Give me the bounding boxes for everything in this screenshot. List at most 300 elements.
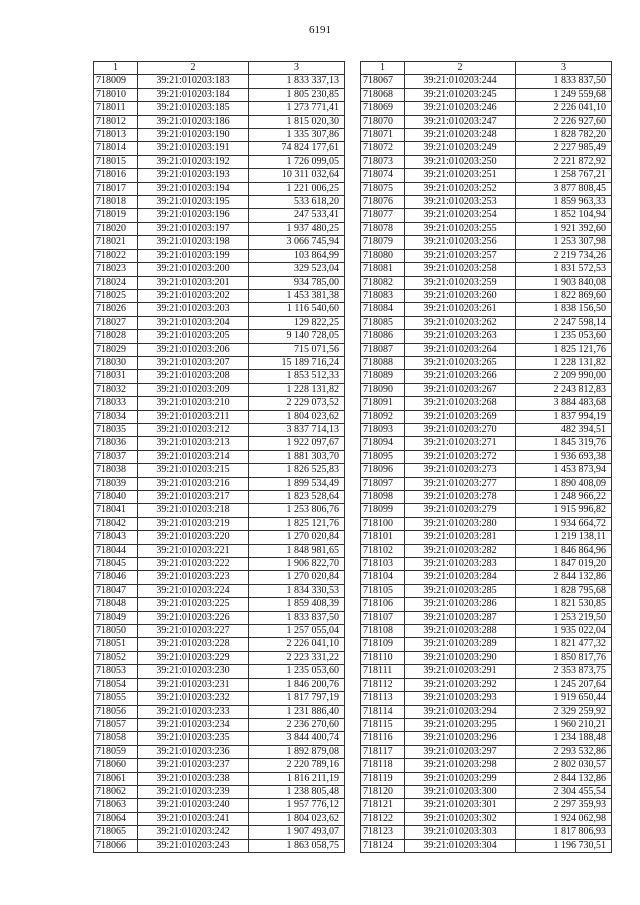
value-cell: 2 844 132,86: [516, 571, 612, 584]
cadastral-number-cell: 39:21:010203:237: [138, 759, 249, 772]
table-row: [94, 745, 345, 758]
cadastral-number-cell: 39:21:010203:200: [138, 263, 249, 276]
cadastral-number-cell: 39:21:010203:249: [405, 142, 516, 155]
header-cell-1: 1: [94, 62, 138, 75]
value-cell: 1 235 053,60: [516, 330, 612, 343]
table-row: [94, 182, 345, 195]
cadastral-number-cell: 39:21:010203:290: [405, 651, 516, 664]
table-row: [361, 759, 612, 772]
value-cell: 1 245 207,64: [516, 678, 612, 691]
cadastral-number-cell: 39:21:010203:234: [138, 718, 249, 731]
cadastral-number-cell: 39:21:010203:186: [138, 115, 249, 128]
cadastral-number-cell: 39:21:010203:298: [405, 759, 516, 772]
table-row: [94, 799, 345, 812]
row-number-cell: 718095: [361, 450, 405, 463]
table-row: [94, 839, 345, 852]
cadastral-number-cell: 39:21:010203:296: [405, 732, 516, 745]
cadastral-number-cell: 39:21:010203:183: [138, 75, 249, 88]
cadastral-number-cell: 39:21:010203:281: [405, 531, 516, 544]
cadastral-number-cell: 39:21:010203:293: [405, 692, 516, 705]
table-row: [94, 102, 345, 115]
header-cell-2: 2: [405, 62, 516, 75]
table-row: [361, 705, 612, 718]
row-number-cell: 718118: [361, 759, 405, 772]
table-row: [94, 705, 345, 718]
cadastral-number-cell: 39:21:010203:218: [138, 504, 249, 517]
table-row: [94, 356, 345, 369]
cadastral-number-cell: 39:21:010203:261: [405, 303, 516, 316]
row-number-cell: 718120: [361, 785, 405, 798]
table-row: [361, 598, 612, 611]
row-number-cell: 718035: [94, 423, 138, 436]
row-number-cell: 718087: [361, 343, 405, 356]
value-cell: 1 821 477,32: [516, 638, 612, 651]
table-row: [361, 625, 612, 638]
cadastral-number-cell: 39:21:010203:303: [405, 826, 516, 839]
table-row: [94, 826, 345, 839]
value-cell: 1 845 319,76: [516, 437, 612, 450]
cadastral-number-cell: 39:21:010203:232: [138, 692, 249, 705]
value-cell: 2 219 734,26: [516, 249, 612, 262]
value-cell: 2 223 331,22: [249, 651, 345, 664]
cadastral-number-cell: 39:21:010203:254: [405, 209, 516, 222]
cadastral-number-cell: 39:21:010203:263: [405, 330, 516, 343]
row-number-cell: 718059: [94, 745, 138, 758]
row-number-cell: 718049: [94, 611, 138, 624]
table-row: [361, 410, 612, 423]
row-number-cell: 718093: [361, 423, 405, 436]
table-row: [361, 450, 612, 463]
cadastral-number-cell: 39:21:010203:282: [405, 544, 516, 557]
cadastral-number-cell: 39:21:010203:202: [138, 289, 249, 302]
table-row: [94, 812, 345, 825]
value-cell: 1 335 307,86: [249, 129, 345, 142]
value-cell: 1 881 303,70: [249, 450, 345, 463]
value-cell: 1 816 211,19: [249, 772, 345, 785]
left-table-body: [94, 75, 345, 853]
value-cell: 3 844 400,74: [249, 732, 345, 745]
cadastral-number-cell: 39:21:010203:227: [138, 625, 249, 638]
table-row: [94, 75, 345, 88]
cadastral-number-cell: 39:21:010203:217: [138, 491, 249, 504]
value-cell: 1 859 963,33: [516, 196, 612, 209]
value-cell: 2 226 927,60: [516, 115, 612, 128]
value-cell: 1 863 058,75: [249, 839, 345, 852]
table-row: [94, 625, 345, 638]
row-number-cell: 718119: [361, 772, 405, 785]
value-cell: 1 231 886,40: [249, 705, 345, 718]
value-cell: 1 804 023,62: [249, 410, 345, 423]
table-row: [94, 222, 345, 235]
value-cell: 2 243 812,83: [516, 383, 612, 396]
row-number-cell: 718052: [94, 651, 138, 664]
table-row: [361, 289, 612, 302]
row-number-cell: 718056: [94, 705, 138, 718]
row-number-cell: 718109: [361, 638, 405, 651]
value-cell: 2 229 073,52: [249, 397, 345, 410]
row-number-cell: 718088: [361, 356, 405, 369]
table-row: [94, 88, 345, 101]
row-number-cell: 718108: [361, 625, 405, 638]
row-number-cell: 718077: [361, 209, 405, 222]
cadastral-number-cell: 39:21:010203:243: [138, 839, 249, 852]
table-row: [361, 558, 612, 571]
table-row: [361, 464, 612, 477]
table-row: [94, 437, 345, 450]
row-number-cell: 718080: [361, 249, 405, 262]
row-number-cell: 718099: [361, 504, 405, 517]
row-number-cell: 718018: [94, 196, 138, 209]
table-row: [361, 236, 612, 249]
table-row: [361, 169, 612, 182]
row-number-cell: 718081: [361, 263, 405, 276]
value-cell: 1 219 138,11: [516, 531, 612, 544]
row-number-cell: 718045: [94, 558, 138, 571]
cadastral-number-cell: 39:21:010203:248: [405, 129, 516, 142]
value-cell: 1 270 020,84: [249, 571, 345, 584]
table-row: [361, 732, 612, 745]
table-row: [94, 423, 345, 436]
row-number-cell: 718019: [94, 209, 138, 222]
cadastral-number-cell: 39:21:010203:220: [138, 531, 249, 544]
value-cell: 1 833 337,13: [249, 75, 345, 88]
value-cell: 2 247 598,14: [516, 316, 612, 329]
table-row: [361, 826, 612, 839]
row-number-cell: 718061: [94, 772, 138, 785]
row-number-cell: 718040: [94, 491, 138, 504]
cadastral-number-cell: 39:21:010203:297: [405, 745, 516, 758]
table-row: [361, 263, 612, 276]
value-cell: 1 848 981,65: [249, 544, 345, 557]
value-cell: 715 071,56: [249, 343, 345, 356]
row-number-cell: 718038: [94, 464, 138, 477]
table-row: [94, 517, 345, 530]
row-number-cell: 718067: [361, 75, 405, 88]
row-number-cell: 718039: [94, 477, 138, 490]
table-row: [361, 491, 612, 504]
cadastral-number-cell: 39:21:010203:223: [138, 571, 249, 584]
cadastral-number-cell: 39:21:010203:302: [405, 812, 516, 825]
cadastral-number-cell: 39:21:010203:272: [405, 450, 516, 463]
row-number-cell: 718055: [94, 692, 138, 705]
cadastral-number-cell: 39:21:010203:288: [405, 625, 516, 638]
value-cell: 2 227 985,49: [516, 142, 612, 155]
cadastral-number-cell: 39:21:010203:231: [138, 678, 249, 691]
cadastral-number-cell: 39:21:010203:271: [405, 437, 516, 450]
value-cell: 2 209 990,00: [516, 370, 612, 383]
row-number-cell: 718026: [94, 303, 138, 316]
cadastral-number-cell: 39:21:010203:242: [138, 826, 249, 839]
cadastral-number-cell: 39:21:010203:286: [405, 598, 516, 611]
table-row: [94, 772, 345, 785]
table-row: [94, 531, 345, 544]
table-row: [94, 263, 345, 276]
value-cell: 1 453 873,94: [516, 464, 612, 477]
row-number-cell: 718053: [94, 665, 138, 678]
header-cell-1: 1: [361, 62, 405, 75]
cadastral-number-cell: 39:21:010203:300: [405, 785, 516, 798]
table-row: [94, 316, 345, 329]
row-number-cell: 718017: [94, 182, 138, 195]
table-row: [361, 276, 612, 289]
value-cell: 1 253 219,50: [516, 611, 612, 624]
cadastral-number-cell: 39:21:010203:205: [138, 330, 249, 343]
table-row: [361, 638, 612, 651]
table-row: [361, 812, 612, 825]
value-cell: 3 066 745,94: [249, 236, 345, 249]
row-number-cell: 718027: [94, 316, 138, 329]
row-number-cell: 718065: [94, 826, 138, 839]
row-number-cell: 718073: [361, 155, 405, 168]
cadastral-number-cell: 39:21:010203:222: [138, 558, 249, 571]
cadastral-number-cell: 39:21:010203:199: [138, 249, 249, 262]
cadastral-number-cell: 39:21:010203:289: [405, 638, 516, 651]
cadastral-number-cell: 39:21:010203:244: [405, 75, 516, 88]
table-row: [361, 129, 612, 142]
value-cell: 1 453 381,38: [249, 289, 345, 302]
row-number-cell: 718042: [94, 517, 138, 530]
table-row: [361, 651, 612, 664]
cadastral-number-cell: 39:21:010203:228: [138, 638, 249, 651]
row-number-cell: 718011: [94, 102, 138, 115]
row-number-cell: 718101: [361, 531, 405, 544]
value-cell: 1 852 104,94: [516, 209, 612, 222]
table-row: [94, 276, 345, 289]
table-row: [361, 370, 612, 383]
value-cell: 1 936 693,38: [516, 450, 612, 463]
table-row: [361, 249, 612, 262]
table-row: [94, 584, 345, 597]
row-number-cell: 718110: [361, 651, 405, 664]
table-row: [94, 343, 345, 356]
table-row: [361, 718, 612, 731]
table-row: [361, 785, 612, 798]
table-row: [361, 330, 612, 343]
row-number-cell: 718021: [94, 236, 138, 249]
value-cell: 1 270 020,84: [249, 531, 345, 544]
value-cell: 1 847 019,20: [516, 558, 612, 571]
row-number-cell: 718050: [94, 625, 138, 638]
value-cell: 1 837 994,19: [516, 410, 612, 423]
table-row: [361, 692, 612, 705]
row-number-cell: 718111: [361, 665, 405, 678]
cadastral-number-cell: 39:21:010203:213: [138, 437, 249, 450]
row-number-cell: 718121: [361, 799, 405, 812]
row-number-cell: 718057: [94, 718, 138, 731]
cadastral-number-cell: 39:21:010203:287: [405, 611, 516, 624]
value-cell: 2 226 041,10: [516, 102, 612, 115]
row-number-cell: 718030: [94, 356, 138, 369]
row-number-cell: 718097: [361, 477, 405, 490]
table-row: [361, 745, 612, 758]
row-number-cell: 718043: [94, 531, 138, 544]
value-cell: 1 248 966,22: [516, 491, 612, 504]
row-number-cell: 718112: [361, 678, 405, 691]
value-cell: 1 906 822,70: [249, 558, 345, 571]
value-cell: 1 253 307,98: [516, 236, 612, 249]
table-row: [94, 169, 345, 182]
cadastral-number-cell: 39:21:010203:229: [138, 651, 249, 664]
row-number-cell: 718070: [361, 115, 405, 128]
table-row: [94, 236, 345, 249]
row-number-cell: 718115: [361, 718, 405, 731]
table-row: [94, 571, 345, 584]
value-cell: 1 903 840,08: [516, 276, 612, 289]
cadastral-number-cell: 39:21:010203:210: [138, 397, 249, 410]
cadastral-number-cell: 39:21:010203:299: [405, 772, 516, 785]
cadastral-number-cell: 39:21:010203:207: [138, 356, 249, 369]
value-cell: 1 726 099,05: [249, 155, 345, 168]
header-cell-2: 2: [138, 62, 249, 75]
value-cell: 1 228 131,82: [516, 356, 612, 369]
cadastral-number-cell: 39:21:010203:257: [405, 249, 516, 262]
table-row: [94, 303, 345, 316]
cadastral-number-cell: 39:21:010203:259: [405, 276, 516, 289]
row-number-cell: 718090: [361, 383, 405, 396]
cadastral-number-cell: 39:21:010203:184: [138, 88, 249, 101]
cadastral-number-cell: 39:21:010203:292: [405, 678, 516, 691]
value-cell: 1 937 480,25: [249, 222, 345, 235]
table-row: [94, 491, 345, 504]
value-cell: 74 824 177,61: [249, 142, 345, 155]
cadastral-number-cell: 39:21:010203:230: [138, 665, 249, 678]
cadastral-number-cell: 39:21:010203:250: [405, 155, 516, 168]
table-row: [94, 678, 345, 691]
table-row: [361, 437, 612, 450]
cadastral-number-cell: 39:21:010203:262: [405, 316, 516, 329]
row-number-cell: 718033: [94, 397, 138, 410]
row-number-cell: 718082: [361, 276, 405, 289]
table-row: [361, 182, 612, 195]
table-row: [94, 718, 345, 731]
table-row: [94, 759, 345, 772]
value-cell: 1 116 540,60: [249, 303, 345, 316]
cadastral-number-cell: 39:21:010203:209: [138, 383, 249, 396]
value-cell: 1 234 188,48: [516, 732, 612, 745]
row-number-cell: 718114: [361, 705, 405, 718]
value-cell: 2 304 455,54: [516, 785, 612, 798]
cadastral-number-cell: 39:21:010203:301: [405, 799, 516, 812]
table-row: [361, 102, 612, 115]
row-number-cell: 718016: [94, 169, 138, 182]
cadastral-number-cell: 39:21:010203:196: [138, 209, 249, 222]
value-cell: 1 273 771,41: [249, 102, 345, 115]
row-number-cell: 718100: [361, 517, 405, 530]
cadastral-number-cell: 39:21:010203:226: [138, 611, 249, 624]
value-cell: 1 221 006,25: [249, 182, 345, 195]
value-cell: 129 822,25: [249, 316, 345, 329]
cadastral-number-cell: 39:21:010203:283: [405, 558, 516, 571]
table-row: [361, 772, 612, 785]
value-cell: 1 821 530,85: [516, 598, 612, 611]
value-cell: 1 907 493,07: [249, 826, 345, 839]
row-number-cell: 718064: [94, 812, 138, 825]
value-cell: 1 805 230,85: [249, 88, 345, 101]
value-cell: 10 311 032,64: [249, 169, 345, 182]
value-cell: 329 523,04: [249, 263, 345, 276]
row-number-cell: 718076: [361, 196, 405, 209]
value-cell: 2 329 259,92: [516, 705, 612, 718]
row-number-cell: 718047: [94, 584, 138, 597]
table-row: [361, 665, 612, 678]
cadastral-number-cell: 39:21:010203:255: [405, 222, 516, 235]
row-number-cell: 718079: [361, 236, 405, 249]
row-number-cell: 718084: [361, 303, 405, 316]
table-row: [361, 517, 612, 530]
cadastral-number-cell: 39:21:010203:264: [405, 343, 516, 356]
table-row: [361, 75, 612, 88]
header-row: [94, 62, 345, 75]
cadastral-number-cell: 39:21:010203:267: [405, 383, 516, 396]
value-cell: 1 196 730,51: [516, 839, 612, 852]
value-cell: 1 249 559,68: [516, 88, 612, 101]
row-number-cell: 718071: [361, 129, 405, 142]
value-cell: 482 394,51: [516, 423, 612, 436]
row-number-cell: 718036: [94, 437, 138, 450]
value-cell: 1 960 210,21: [516, 718, 612, 731]
table-row: [94, 544, 345, 557]
row-number-cell: 718122: [361, 812, 405, 825]
value-cell: 1 834 330,53: [249, 584, 345, 597]
row-number-cell: 718074: [361, 169, 405, 182]
table-row: [361, 209, 612, 222]
row-number-cell: 718116: [361, 732, 405, 745]
table-row: [361, 571, 612, 584]
cadastral-number-cell: 39:21:010203:278: [405, 491, 516, 504]
cadastral-number-cell: 39:21:010203:279: [405, 504, 516, 517]
table-row: [361, 839, 612, 852]
row-number-cell: 718013: [94, 129, 138, 142]
table-row: [361, 303, 612, 316]
table-row: [94, 115, 345, 128]
row-number-cell: 718009: [94, 75, 138, 88]
cadastral-number-cell: 39:21:010203:304: [405, 839, 516, 852]
row-number-cell: 718023: [94, 263, 138, 276]
row-number-cell: 718044: [94, 544, 138, 557]
value-cell: 247 533,41: [249, 209, 345, 222]
cadastral-number-cell: 39:21:010203:214: [138, 450, 249, 463]
cadastral-number-cell: 39:21:010203:191: [138, 142, 249, 155]
table-row: [94, 611, 345, 624]
cadastral-number-cell: 39:21:010203:185: [138, 102, 249, 115]
cadastral-number-cell: 39:21:010203:241: [138, 812, 249, 825]
row-number-cell: 718089: [361, 370, 405, 383]
table-row: [94, 450, 345, 463]
table-row: [94, 692, 345, 705]
value-cell: 1 823 528,64: [249, 491, 345, 504]
value-cell: 934 785,00: [249, 276, 345, 289]
table-row: [361, 316, 612, 329]
value-cell: 1 833 837,50: [249, 611, 345, 624]
table-row: [94, 558, 345, 571]
value-cell: 1 817 797,19: [249, 692, 345, 705]
header-cell-3: 3: [516, 62, 612, 75]
table-row: [361, 423, 612, 436]
table-row: [94, 129, 345, 142]
table-row: [361, 196, 612, 209]
value-cell: 2 221 872,92: [516, 155, 612, 168]
cadastral-number-cell: 39:21:010203:251: [405, 169, 516, 182]
cadastral-number-cell: 39:21:010203:240: [138, 799, 249, 812]
right-table-body: [361, 75, 612, 853]
value-cell: 1 915 996,82: [516, 504, 612, 517]
value-cell: 2 226 041,10: [249, 638, 345, 651]
row-number-cell: 718046: [94, 571, 138, 584]
row-number-cell: 718068: [361, 88, 405, 101]
row-number-cell: 718113: [361, 692, 405, 705]
table-row: [94, 397, 345, 410]
cadastral-number-cell: 39:21:010203:270: [405, 423, 516, 436]
